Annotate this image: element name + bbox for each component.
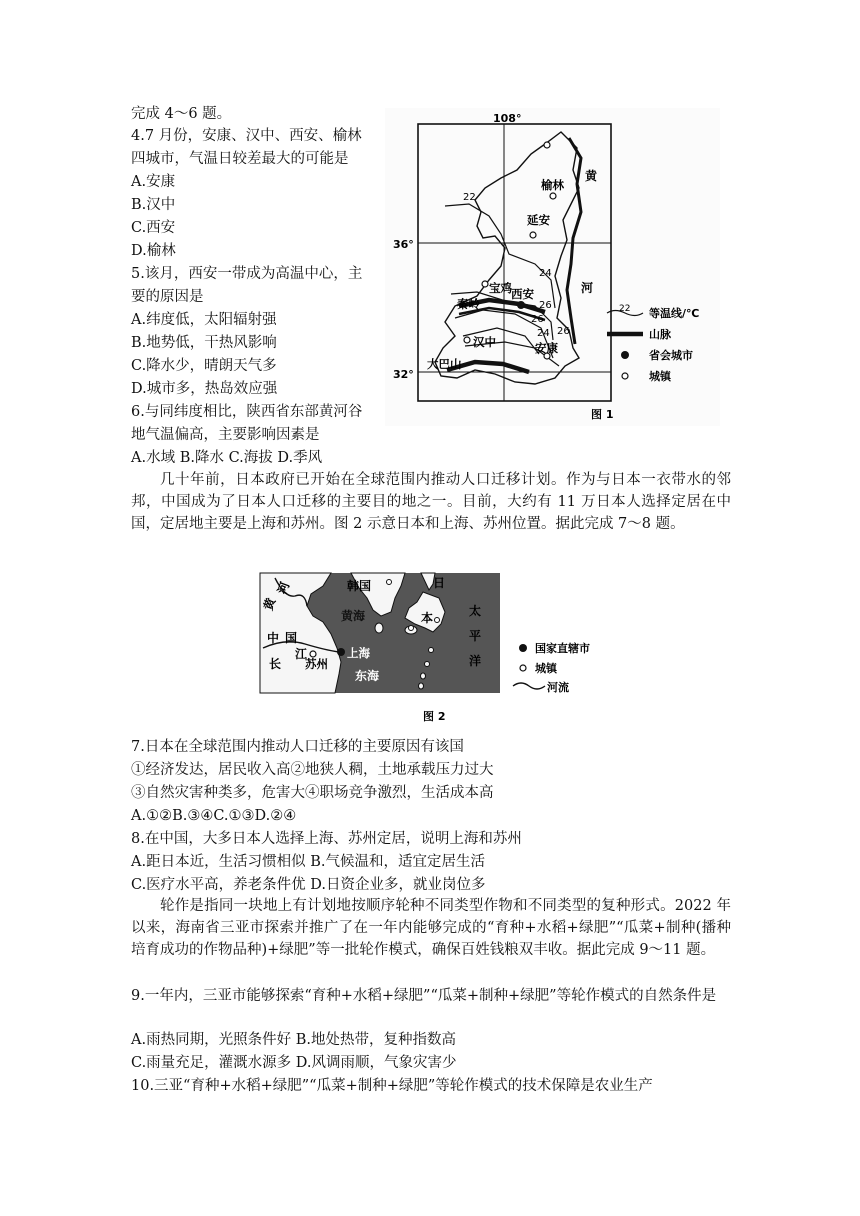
label-huang: 黄 [261, 596, 279, 613]
option-d: D.城市多，热岛效应强 [131, 381, 278, 397]
question-7-items-2: ③自然灾害种类多，危害大④职场竞争激烈，生活成本高 [131, 785, 494, 801]
label-yang: 洋 [469, 654, 482, 668]
xian-capital-dot [517, 301, 525, 309]
city-ankang: 安康 [535, 341, 558, 355]
legend-river: 河流 [547, 681, 569, 694]
legend-capital: 省会城市 [649, 349, 693, 362]
label-ri: 日 [433, 576, 446, 590]
city-hanzhong: 汉中 [473, 335, 496, 349]
passage-crop-rotation: 轮作是指同一块地上有计划地按顺序轮种不同类型作物和不同类型的复种形式。2022 年以来，海南省三亚市探索并推广了在一年内能够完成的“育种+水稻+绿肥”“瓜菜+制种(播种培育成功的作物品种)+绿肥”等一批轮作模式，确保百姓钱粮双丰收。据此完成 9～11 题。 [131, 898, 731, 959]
legend-municipality: 国家直辖市 [535, 642, 590, 655]
isotherm-label: 26 [531, 314, 544, 325]
option-a: A.安康 [131, 174, 176, 190]
label-guo: 国 [285, 631, 298, 645]
question-8: 8.在中国，大多日本人选择上海、苏州定居，说明上海和苏州 [131, 831, 522, 847]
isotherm-label: 22 [463, 192, 476, 203]
label-tai: 太 [469, 604, 482, 618]
option-a: A.纬度低，太阳辐射强 [131, 312, 277, 328]
option-b: B.汉中 [131, 197, 176, 213]
isotherm-label: 26 [539, 300, 552, 311]
label-chang: 长 [269, 657, 282, 671]
question-9: 9.一年内，三亚市能够探索“育种+水稻+绿肥”“瓜菜+制种+绿肥”等轮作模式的自然条件是 [131, 988, 717, 1004]
isotherm-label: 24 [537, 328, 550, 339]
question-4-line1: 4.7 月份，安康、汉中、西安、榆林 [131, 128, 362, 144]
lat-32-label: 32° [393, 368, 414, 381]
passage-japan-migration: 几十年前，日本政府已开始在全球范围内推动人口迁移计划。作为与日本一衣带水的邻邦，中国成为了日本人口迁移的主要目的地之一。目前，大约有 11 万日本人选择定居在中国，定居地主要是上海和苏州。图 2 示意日本和上海、苏州位置。据此完成 7～8 题。 [131, 472, 731, 533]
label-he: 河 [275, 580, 293, 597]
question-8-options-ab: A.距日本近，生活习惯相似 B.气候温和，适宜定居生活 [131, 854, 485, 870]
question-7: 7.日本在全球范围内推动人口迁移的主要原因有该国 [131, 739, 464, 755]
city-baoji: 宝鸡 [489, 281, 512, 295]
question-5-line2: 要的原因是 [131, 289, 204, 305]
place-huang: 黄 [585, 169, 598, 183]
city-xian: 西安 [511, 287, 534, 301]
question-4-line2: 四城市，气温日较差最大的可能是 [131, 151, 349, 167]
place-he: 河 [581, 281, 594, 295]
question-9-options-ab: A.雨热同期，光照条件好 B.地处热带，复种指数高 [131, 1032, 456, 1048]
option-b: B.地势低，干热风影响 [131, 335, 277, 351]
question-5-line1: 5.该月，西安一带成为高温中心，主 [131, 266, 363, 282]
question-7-items-1: ①经济发达，居民收入高②地狭人稠，土地承载压力过大 [131, 762, 494, 778]
legend-isotherm-num: 22 [619, 304, 631, 314]
question-6-options: A.水域 B.降水 C.海拔 D.季风 [131, 450, 323, 466]
legend-town: 城镇 [649, 370, 671, 383]
place-dabashan: 大巴山 [427, 357, 462, 371]
figure-2-map [255, 568, 600, 726]
legend-isotherm: 等温线/℃ [649, 307, 700, 320]
question-9-options-cd: C.雨量充足，灌溉水源多 D.风调雨顺，气象灾害少 [131, 1055, 457, 1071]
label-ben: 本 [421, 611, 434, 625]
lat-36-label: 36° [393, 238, 414, 251]
isotherm-label: 26 [557, 326, 570, 337]
lon-label: 108° [493, 112, 522, 125]
label-korea: 韩国 [347, 579, 372, 593]
label-yellow-sea: 黄海 [341, 609, 366, 623]
option-d: D.榆林 [131, 243, 176, 259]
figure-1-map [385, 108, 720, 426]
city-yulin: 榆林 [541, 178, 564, 192]
option-c: C.降水少，晴朗天气多 [131, 358, 277, 374]
label-suzhou: 苏州 [305, 657, 328, 671]
place-qinling: 秦岭 [457, 297, 480, 311]
label-east-sea: 东海 [355, 669, 380, 683]
label-ping: 平 [469, 629, 482, 643]
label-jiang: 江 [295, 647, 308, 661]
city-yanan: 延安 [527, 213, 550, 227]
text-line: 完成 4～6 题。 [131, 106, 232, 122]
label-zhong: 中 [267, 631, 280, 645]
figure-1-caption: 图 1 [591, 408, 614, 421]
option-c: C.西安 [131, 220, 176, 236]
question-7-options: A.①②B.③④C.①③D.②④ [131, 808, 297, 824]
question-6-line1: 6.与同纬度相比，陕西省东部黄河谷 [131, 404, 363, 420]
legend-mountain: 山脉 [649, 328, 671, 341]
figure-2-caption: 图 2 [423, 710, 446, 723]
question-6-line2: 地气温偏高，主要影响因素是 [131, 427, 320, 443]
question-10: 10.三亚“育种+水稻+绿肥”“瓜菜+制种+绿肥”等轮作模式的技术保障是农业生产 [131, 1078, 653, 1094]
isotherm-label: 24 [539, 268, 552, 279]
question-8-options-cd: C.医疗水平高，养老条件优 D.日资企业多，就业岗位多 [131, 877, 486, 893]
label-shanghai: 上海 [347, 646, 370, 660]
legend-town: 城镇 [535, 662, 557, 675]
